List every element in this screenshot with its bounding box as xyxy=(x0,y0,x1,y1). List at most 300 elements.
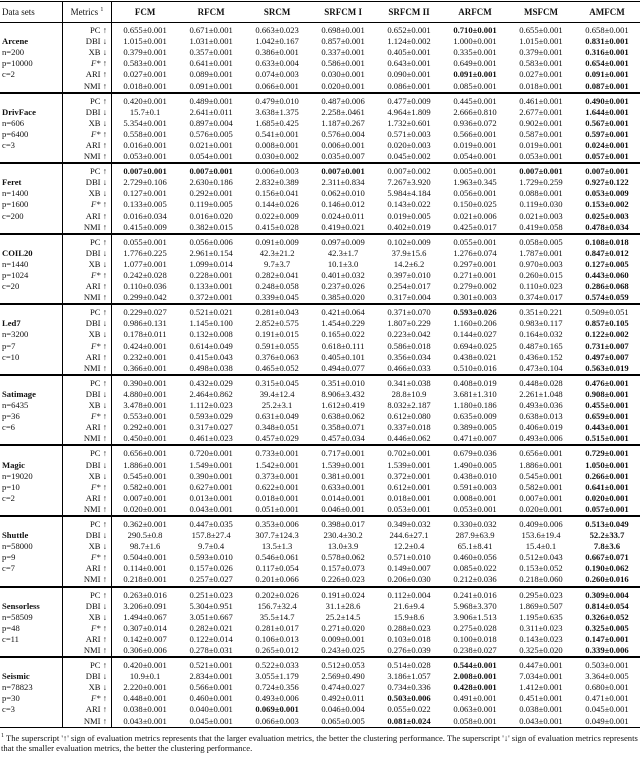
metric-label xyxy=(63,352,112,363)
value-cell: 4.880±0.001 xyxy=(123,388,167,399)
table-row xyxy=(0,341,640,352)
value-cell: 5.968±3.370 xyxy=(453,600,497,611)
value-cell: 0.415±0.009 xyxy=(123,221,167,232)
value-cell: 0.655±0.001 xyxy=(123,25,167,36)
value-cell: 0.228±0.001 xyxy=(189,270,233,281)
value-cell: 0.007±0.001 xyxy=(585,166,629,177)
value-cell: 0.371±0.070 xyxy=(387,307,431,318)
value-cell: 1.077±0.001 xyxy=(123,258,167,269)
dataset-info: n=19020 xyxy=(2,470,33,481)
value-cell: 0.024±0.011 xyxy=(321,210,365,221)
metric-arrow-icon: ↑ xyxy=(102,715,107,726)
dataset-info: c=20 xyxy=(2,281,20,292)
metric-name: DBI xyxy=(85,177,101,188)
table-row xyxy=(0,612,640,623)
dataset-group xyxy=(0,163,640,234)
metric-arrow-icon: ↑ xyxy=(102,281,107,292)
metric-label xyxy=(63,552,112,563)
empty-cell xyxy=(0,23,63,37)
value-cell: 8.032±2.187 xyxy=(387,400,431,411)
value-cell: 1.015±0.001 xyxy=(123,36,167,47)
value-cell: 0.119±0.005 xyxy=(189,199,233,210)
value-cell: 0.016±0.001 xyxy=(123,139,167,150)
dataset-info: c=2 xyxy=(2,69,15,80)
table-row xyxy=(0,80,640,92)
value-cell: 0.656±0.001 xyxy=(519,448,563,459)
value-cell: 0.242±0.028 xyxy=(123,270,167,281)
value-cell: 0.512±0.043 xyxy=(519,552,563,563)
value-cell: 0.571±0.010 xyxy=(387,552,431,563)
value-cell: 230.4±30.2 xyxy=(323,530,363,541)
metric-label xyxy=(63,623,112,634)
value-cell: 0.702±0.001 xyxy=(387,448,431,459)
value-cell: 0.046±0.004 xyxy=(321,704,365,715)
value-cell: 3.638±1.375 xyxy=(255,106,299,117)
metric-label xyxy=(63,389,112,400)
value-cell: 0.133±0.005 xyxy=(123,199,167,210)
metric-arrow-icon: ↑ xyxy=(102,340,107,351)
value-cell: 0.164±0.032 xyxy=(519,329,563,340)
value-cell: 0.087±0.001 xyxy=(585,80,629,91)
table-row xyxy=(0,530,640,541)
metric-arrow-icon: ↑ xyxy=(102,552,107,563)
value-cell: 0.063±0.001 xyxy=(453,704,497,715)
metric-arrow-icon: ↑ xyxy=(102,377,107,388)
value-cell: 0.238±0.027 xyxy=(453,645,497,656)
value-cell: 0.471±0.001 xyxy=(585,693,629,704)
value-cell: 0.218±0.060 xyxy=(519,574,563,585)
value-cell: 0.658±0.001 xyxy=(585,25,629,36)
table-row xyxy=(0,177,640,188)
value-cell: 1.539±0.001 xyxy=(387,459,431,470)
value-cell: 0.471±0.007 xyxy=(453,433,497,444)
value-cell: 2.666±0.810 xyxy=(453,106,497,117)
table-row xyxy=(0,482,640,493)
metric-label xyxy=(63,199,112,210)
metric-arrow-icon: ↑ xyxy=(102,693,107,704)
dataset-name: COIL20 xyxy=(2,247,33,258)
value-cell: 1.685±0.425 xyxy=(255,117,299,128)
value-cell: 0.088±0.001 xyxy=(519,188,563,199)
value-cell: 0.654±0.001 xyxy=(585,58,629,69)
value-cell: 0.698±0.001 xyxy=(321,25,365,36)
value-cell: 0.146±0.012 xyxy=(321,199,365,210)
metric-arrow-icon: ↓ xyxy=(102,682,107,693)
dataset-name: Led7 xyxy=(2,318,21,329)
value-cell: 0.055±0.001 xyxy=(123,236,167,247)
value-cell: 0.043±0.001 xyxy=(189,503,233,514)
dataset-info: p=10000 xyxy=(2,58,33,69)
table-row xyxy=(0,552,640,563)
metric-arrow-icon: ↑ xyxy=(102,589,107,600)
value-cell: 0.027±0.001 xyxy=(519,69,563,80)
value-cell: 0.132±0.008 xyxy=(189,329,233,340)
header-method: FCM xyxy=(134,7,156,17)
value-cell: 0.049±0.001 xyxy=(585,715,629,726)
value-cell: 0.461±0.001 xyxy=(519,95,563,106)
metric-arrow-icon: ↓ xyxy=(102,318,107,329)
table-row xyxy=(0,400,640,411)
value-cell: 0.655±0.001 xyxy=(519,25,563,36)
value-cell: 3.055±1.179 xyxy=(255,671,299,682)
metric-arrow-icon: ↑ xyxy=(102,58,107,69)
value-cell: 0.583±0.001 xyxy=(519,58,563,69)
metric-label xyxy=(63,601,112,612)
metric-name: F* xyxy=(91,58,101,69)
value-cell: 4.964±1.809 xyxy=(387,106,431,117)
table-row xyxy=(0,516,640,530)
metric-label xyxy=(63,129,112,140)
empty-cell xyxy=(0,292,63,304)
metric-arrow-icon: ↓ xyxy=(102,400,107,411)
metric-name: ARI xyxy=(85,210,101,221)
metric-arrow-icon: ↓ xyxy=(102,611,107,622)
metric-label xyxy=(63,530,112,541)
value-cell: 0.513±0.049 xyxy=(585,518,629,529)
value-cell: 0.020±0.001 xyxy=(585,492,629,503)
table-row xyxy=(0,422,640,433)
value-cell: 0.487±0.165 xyxy=(519,340,563,351)
value-cell: 0.382±0.015 xyxy=(189,221,233,232)
metric-arrow-icon: ↓ xyxy=(102,47,107,58)
metric-arrow-icon: ↑ xyxy=(102,69,107,80)
metric-arrow-icon: ↓ xyxy=(102,36,107,47)
value-cell: 0.019±0.001 xyxy=(519,139,563,150)
value-cell: 0.438±0.021 xyxy=(453,351,497,362)
value-cell: 0.476±0.001 xyxy=(585,377,629,388)
value-cell: 0.153±0.052 xyxy=(519,563,563,574)
value-cell: 0.045±0.001 xyxy=(585,704,629,715)
metric-name: ARI xyxy=(85,563,101,574)
header-method: SRFCM I xyxy=(324,7,362,17)
value-cell: 0.586±0.018 xyxy=(387,340,431,351)
table-row xyxy=(0,163,640,177)
metric-name: DBI xyxy=(85,106,101,117)
dataset-name: Feret xyxy=(2,177,22,188)
value-cell: 0.326±0.052 xyxy=(585,611,629,622)
metric-arrow-icon: ↓ xyxy=(102,329,107,340)
value-cell: 1.031±0.001 xyxy=(189,36,233,47)
value-cell: 0.671±0.001 xyxy=(189,25,233,36)
metric-arrow-icon: ↑ xyxy=(102,448,107,459)
table-row xyxy=(0,375,640,389)
value-cell: 0.085±0.001 xyxy=(453,80,497,91)
value-cell: 0.301±0.003 xyxy=(453,292,497,303)
metric-arrow-icon: ↑ xyxy=(102,433,107,444)
metric-arrow-icon: ↑ xyxy=(102,633,107,644)
value-cell: 0.465±0.052 xyxy=(255,362,299,373)
empty-cell xyxy=(0,304,63,318)
metric-label xyxy=(63,645,112,657)
value-cell: 0.330±0.032 xyxy=(453,518,497,529)
value-cell: 0.397±0.010 xyxy=(387,270,431,281)
value-cell: 0.229±0.027 xyxy=(123,307,167,318)
empty-cell xyxy=(0,363,63,375)
value-cell: 0.432±0.029 xyxy=(189,377,233,388)
value-cell: 5.984±4.184 xyxy=(387,188,431,199)
value-cell: 307.7±124.3 xyxy=(255,530,299,541)
metric-name: NMI xyxy=(83,151,101,162)
value-cell: 0.133±0.001 xyxy=(189,281,233,292)
value-cell: 0.731±0.007 xyxy=(585,340,629,351)
value-cell: 0.553±0.001 xyxy=(123,411,167,422)
value-cell: 0.279±0.002 xyxy=(453,281,497,292)
value-cell: 0.325±0.020 xyxy=(519,645,563,656)
value-cell: 157.8±27.4 xyxy=(191,530,231,541)
value-cell: 0.110±0.023 xyxy=(519,281,563,292)
value-cell: 0.405±0.001 xyxy=(387,47,431,58)
value-cell: 0.614±0.049 xyxy=(189,340,233,351)
metric-arrow-icon: ↑ xyxy=(102,351,107,362)
metric-arrow-icon: ↓ xyxy=(102,117,107,128)
value-cell: 0.024±0.001 xyxy=(585,139,629,150)
value-cell: 3.051±0.667 xyxy=(189,611,233,622)
value-cell: 0.622±0.001 xyxy=(255,481,299,492)
metric-label xyxy=(63,682,112,693)
value-cell: 0.450±0.001 xyxy=(123,433,167,444)
metric-label xyxy=(63,363,112,375)
value-cell: 98.7±1.6 xyxy=(129,541,161,552)
value-cell: 0.927±0.122 xyxy=(585,177,629,188)
value-cell: 1.000±0.001 xyxy=(453,36,497,47)
metric-arrow-icon: ↑ xyxy=(102,128,107,139)
value-cell: 0.025±0.003 xyxy=(585,210,629,221)
dataset-info: c=2 xyxy=(2,492,15,503)
value-cell: 0.019±0.001 xyxy=(453,139,497,150)
value-cell: 0.408±0.019 xyxy=(453,377,497,388)
metric-name: PC xyxy=(90,448,101,459)
empty-cell xyxy=(0,151,63,163)
value-cell: 0.007±0.002 xyxy=(387,166,431,177)
value-cell: 3.906±1.513 xyxy=(453,611,497,622)
empty-cell xyxy=(0,375,63,389)
value-cell: 0.409±0.006 xyxy=(519,518,563,529)
metric-label xyxy=(63,612,112,623)
dataset-info: c=6 xyxy=(2,422,15,433)
value-cell: 0.487±0.006 xyxy=(321,95,365,106)
metric-name: F* xyxy=(91,552,101,563)
value-cell: 0.593±0.010 xyxy=(189,552,233,563)
metric-label xyxy=(63,259,112,270)
value-cell: 0.390±0.001 xyxy=(123,377,167,388)
value-cell: 0.578±0.062 xyxy=(321,552,365,563)
metric-label xyxy=(63,58,112,69)
value-cell: 0.576±0.004 xyxy=(321,128,365,139)
metric-label xyxy=(63,107,112,118)
value-cell: 0.055±0.022 xyxy=(387,704,431,715)
dataset-info: n=3200 xyxy=(2,329,29,340)
value-cell: 0.541±0.001 xyxy=(255,128,299,139)
value-cell: 0.265±0.012 xyxy=(255,645,299,656)
value-cell: 0.659±0.001 xyxy=(585,411,629,422)
value-cell: 0.248±0.058 xyxy=(255,281,299,292)
metric-label xyxy=(63,80,112,92)
value-cell: 0.356±0.034 xyxy=(387,351,431,362)
results-table xyxy=(0,1,640,728)
value-cell: 2.677±0.001 xyxy=(519,106,563,117)
value-cell: 0.574±0.059 xyxy=(585,292,629,303)
table-row xyxy=(0,587,640,601)
value-cell: 0.451±0.001 xyxy=(519,693,563,704)
metric-name: F* xyxy=(91,199,101,210)
value-cell: 0.201±0.066 xyxy=(255,574,299,585)
value-cell: 0.335±0.001 xyxy=(453,47,497,58)
value-cell: 0.857±0.001 xyxy=(321,36,365,47)
metric-arrow-icon: ↑ xyxy=(102,704,107,715)
metric-arrow-icon: ↑ xyxy=(102,645,107,656)
value-cell: 0.897±0.004 xyxy=(189,117,233,128)
value-cell: 0.420±0.001 xyxy=(123,95,167,106)
value-cell: 1.099±0.014 xyxy=(189,258,233,269)
value-cell: 0.831±0.001 xyxy=(585,36,629,47)
value-cell: 0.563±0.019 xyxy=(585,362,629,373)
metric-label xyxy=(63,459,112,470)
value-cell: 0.156±0.041 xyxy=(255,188,299,199)
value-cell: 0.315±0.045 xyxy=(255,377,299,388)
value-cell: 0.509±0.051 xyxy=(585,307,629,318)
table-row xyxy=(0,151,640,163)
value-cell: 25.2±14.5 xyxy=(325,611,361,622)
value-cell: 0.157±0.026 xyxy=(189,563,233,574)
metric-name: XB xyxy=(88,47,101,58)
value-cell: 0.117±0.054 xyxy=(255,563,299,574)
dataset-info: c=11 xyxy=(2,633,19,644)
dataset-info: p=48 xyxy=(2,622,20,633)
value-cell: 0.419±0.058 xyxy=(519,221,563,232)
metric-name: XB xyxy=(88,541,101,552)
metric-arrow-icon: ↑ xyxy=(102,422,107,433)
value-cell: 0.478±0.034 xyxy=(585,221,629,232)
value-cell: 0.591±0.003 xyxy=(453,481,497,492)
metric-name: DBI xyxy=(85,459,101,470)
value-cell: 0.089±0.001 xyxy=(189,69,233,80)
dataset-group xyxy=(0,93,640,164)
value-cell: 1.644±0.001 xyxy=(585,106,629,117)
metric-label xyxy=(63,69,112,80)
value-cell: 0.447±0.035 xyxy=(189,518,233,529)
value-cell: 10.1±3.0 xyxy=(327,258,359,269)
value-cell: 0.020±0.001 xyxy=(321,80,365,91)
value-cell: 7.267±3.920 xyxy=(387,177,431,188)
value-cell: 0.521±0.001 xyxy=(189,660,233,671)
value-cell: 12.2±0.4 xyxy=(393,541,425,552)
value-cell: 0.814±0.054 xyxy=(585,600,629,611)
value-cell: 31.1±28.6 xyxy=(325,600,361,611)
value-cell: 0.582±0.001 xyxy=(123,481,167,492)
value-cell: 0.503±0.001 xyxy=(585,660,629,671)
value-cell: 0.309±0.004 xyxy=(585,589,629,600)
value-cell: 0.986±0.131 xyxy=(123,318,167,329)
value-cell: 0.263±0.016 xyxy=(123,589,167,600)
value-cell: 0.038±0.001 xyxy=(519,704,563,715)
table-row xyxy=(0,118,640,129)
value-cell: 0.720±0.001 xyxy=(189,448,233,459)
value-cell: 0.566±0.001 xyxy=(453,128,497,139)
table-row xyxy=(0,634,640,645)
metric-arrow-icon: ↑ xyxy=(102,95,107,106)
value-cell: 0.119±0.030 xyxy=(519,199,563,210)
value-cell: 0.018±0.001 xyxy=(387,492,431,503)
value-cell: 1.539±0.001 xyxy=(321,459,365,470)
empty-cell xyxy=(0,657,63,671)
value-cell: 0.271±0.020 xyxy=(321,622,365,633)
value-cell: 2.834±0.001 xyxy=(189,671,233,682)
value-cell: 0.461±0.023 xyxy=(189,433,233,444)
value-cell: 0.266±0.001 xyxy=(585,470,629,481)
metric-label xyxy=(63,292,112,304)
value-cell: 1.807±0.229 xyxy=(387,318,431,329)
value-cell: 0.009±0.001 xyxy=(321,633,365,644)
value-cell: 0.053±0.001 xyxy=(123,151,167,162)
value-cell: 0.656±0.001 xyxy=(123,448,167,459)
table-row xyxy=(0,601,640,612)
metric-name: XB xyxy=(88,682,101,693)
value-cell: 1.869±0.507 xyxy=(519,600,563,611)
value-cell: 0.237±0.026 xyxy=(321,281,365,292)
value-cell: 1.732±0.601 xyxy=(387,117,431,128)
metric-arrow-icon: ↓ xyxy=(102,600,107,611)
value-cell: 0.286±0.068 xyxy=(585,281,629,292)
metric-name: NMI xyxy=(83,574,101,585)
header-method: RFCM xyxy=(197,7,225,17)
empty-cell xyxy=(0,504,63,516)
value-cell: 0.069±0.001 xyxy=(255,704,299,715)
value-cell: 0.351±0.010 xyxy=(321,377,365,388)
value-cell: 2.630±0.186 xyxy=(189,177,233,188)
table-row xyxy=(0,129,640,140)
metric-label xyxy=(63,151,112,163)
table-row xyxy=(0,471,640,482)
value-cell: 0.281±0.017 xyxy=(255,622,299,633)
value-cell: 0.724±0.356 xyxy=(255,682,299,693)
value-cell: 0.612±0.080 xyxy=(387,411,431,422)
value-cell: 0.316±0.001 xyxy=(585,47,629,58)
value-cell: 0.149±0.007 xyxy=(387,563,431,574)
metric-label xyxy=(63,318,112,329)
footnote-marker: 1 xyxy=(100,7,104,13)
value-cell: 0.348±0.051 xyxy=(255,422,299,433)
value-cell: 0.022±0.009 xyxy=(255,210,299,221)
value-cell: 0.597±0.001 xyxy=(585,128,629,139)
value-cell: 0.497±0.007 xyxy=(585,351,629,362)
table-row xyxy=(0,693,640,704)
table-row xyxy=(0,259,640,270)
value-cell: 0.447±0.001 xyxy=(519,660,563,671)
value-cell: 0.008±0.001 xyxy=(453,492,497,503)
value-cell: 0.006±0.001 xyxy=(321,139,365,150)
value-cell: 2.961±0.154 xyxy=(189,247,233,258)
value-cell: 0.493±0.006 xyxy=(519,433,563,444)
value-cell: 2.008±0.001 xyxy=(453,671,497,682)
value-cell: 0.232±0.001 xyxy=(123,351,167,362)
metric-arrow-icon: ↑ xyxy=(102,411,107,422)
value-cell: 0.694±0.025 xyxy=(453,340,497,351)
metric-name: PC xyxy=(90,518,101,529)
metric-label xyxy=(63,671,112,682)
metric-arrow-icon: ↑ xyxy=(102,270,107,281)
value-cell: 0.635±0.009 xyxy=(453,411,497,422)
value-cell: 0.372±0.001 xyxy=(189,292,233,303)
value-cell: 0.544±0.001 xyxy=(453,660,497,671)
value-cell: 1.187±0.267 xyxy=(321,117,365,128)
value-cell: 0.908±0.001 xyxy=(585,388,629,399)
value-cell: 0.522±0.033 xyxy=(255,660,299,671)
value-cell: 0.100±0.018 xyxy=(453,633,497,644)
value-cell: 0.295±0.023 xyxy=(519,589,563,600)
metric-arrow-icon: ↓ xyxy=(102,470,107,481)
value-cell: 0.021±0.006 xyxy=(453,210,497,221)
value-cell: 0.086±0.001 xyxy=(387,80,431,91)
